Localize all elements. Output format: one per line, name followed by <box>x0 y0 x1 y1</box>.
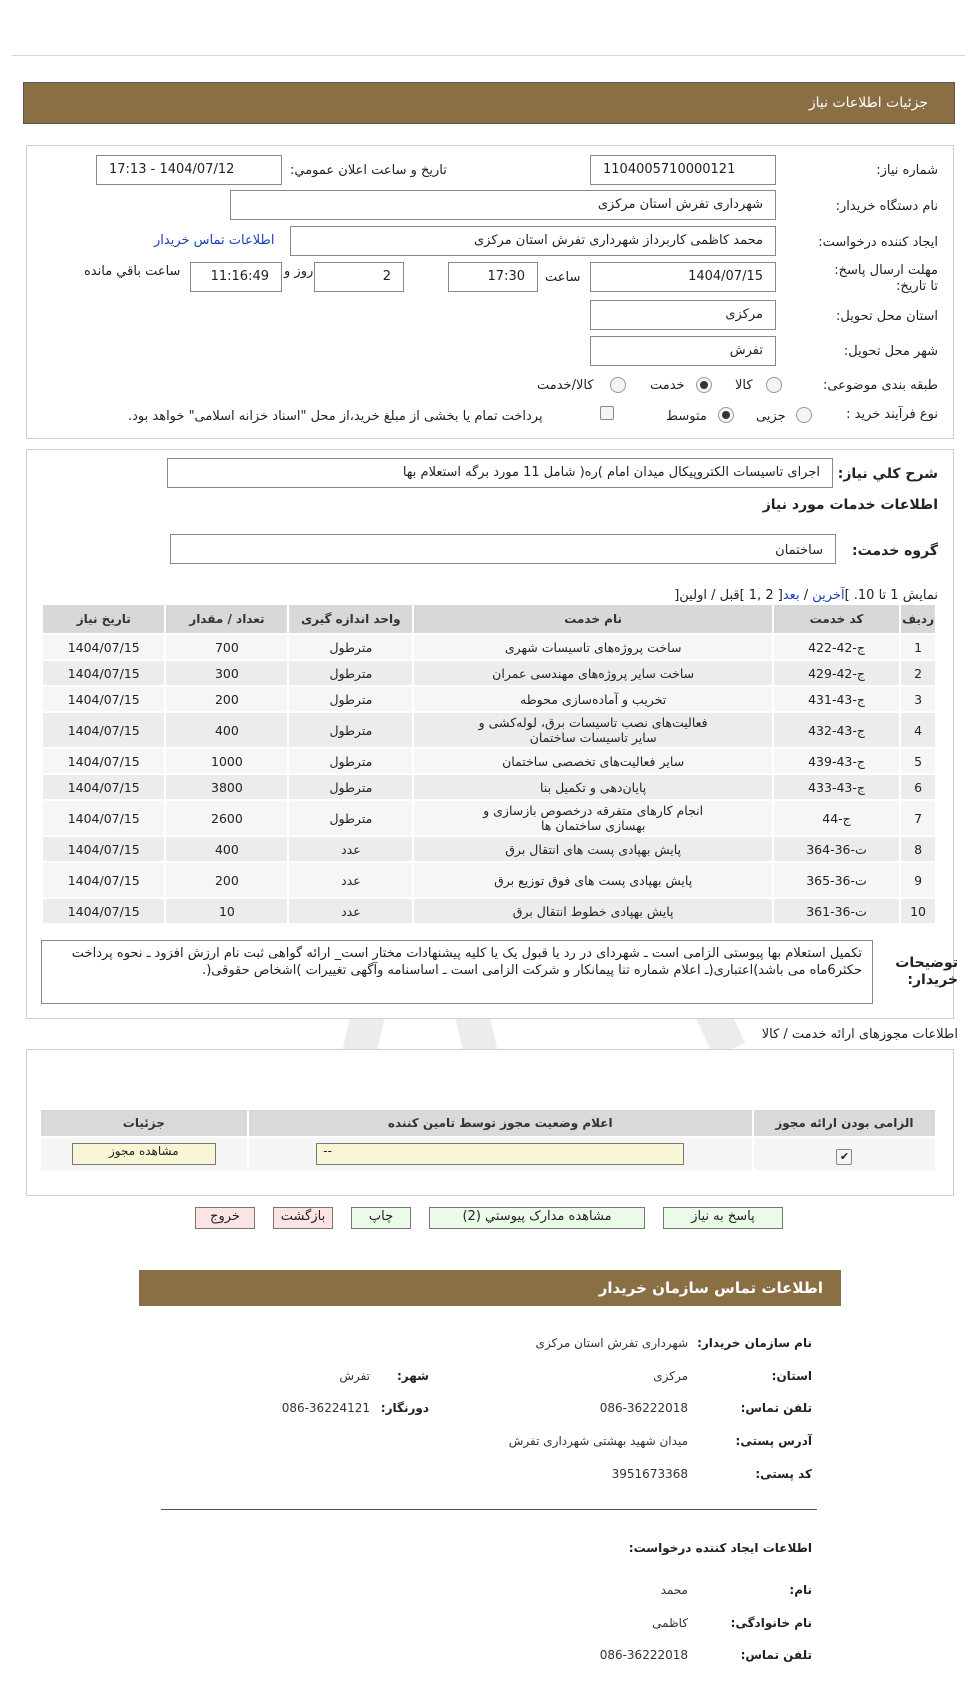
process-label: نوع فرآیند خرید : <box>846 407 938 422</box>
table-cell: 1404/07/15 <box>43 749 164 773</box>
table-cell: پایش بهپادی پست های انتقال برق <box>414 837 772 861</box>
table-cell: ج-42-429 <box>774 661 899 685</box>
city-field: تفرش <box>590 336 776 366</box>
license-details-cell <box>41 1138 247 1170</box>
attachments-button[interactable]: مشاهده مدارک پیوستي (2) <box>429 1207 645 1229</box>
contact-heading-bar <box>139 1270 841 1306</box>
table-cell: ت-36-365 <box>774 863 899 897</box>
contact-address-value: میدان شهید بهشتی شهرداری تفرش <box>508 1434 688 1448</box>
top-divider <box>12 55 965 56</box>
table-row <box>43 863 935 897</box>
services-table <box>41 603 937 925</box>
license-details-header: جزئیات <box>41 1110 247 1136</box>
table-cell: مترطول <box>289 801 412 835</box>
exit-button[interactable]: خروج <box>195 1207 255 1229</box>
table-cell: عدد <box>289 837 412 861</box>
table-cell: 400 <box>166 837 287 861</box>
license-required-cell <box>754 1138 935 1170</box>
table-cell: مترطول <box>289 687 412 711</box>
table-cell: 10 <box>901 899 935 923</box>
print-button[interactable]: چاپ <box>351 1207 411 1229</box>
table-cell: 1000 <box>166 749 287 773</box>
creator-phone-value: 086-36222018 <box>599 1648 688 1662</box>
license-status-field[interactable]: -- <box>316 1143 684 1165</box>
table-cell: مترطول <box>289 635 412 659</box>
table-cell: فعالیت‌های نصب تاسیسات برق، لوله‌کشی و سایر تاسیسات ساختمان <box>414 713 772 747</box>
table-row <box>43 687 935 711</box>
table-cell: 7 <box>901 801 935 835</box>
process-radio-minor[interactable] <box>796 407 812 427</box>
license-status-header: اعلام وضعیت مجوز توسط تامین کننده <box>249 1110 752 1136</box>
table-cell: 6 <box>901 775 935 799</box>
table-cell: ج-43-439 <box>774 749 899 773</box>
table-cell: ج-44 <box>774 801 899 835</box>
contact-org-value: شهرداری تفرش استان مرکزی <box>535 1336 688 1350</box>
deadline-label: مهلت ارسال پاسخ: تا تاريخ: <box>834 263 938 294</box>
contact-fax-label: دورنگار: <box>380 1401 429 1415</box>
table-row <box>43 749 935 773</box>
table-row <box>43 837 935 861</box>
table-cell: 1404/07/15 <box>43 661 164 685</box>
table-cell: مترطول <box>289 749 412 773</box>
table-cell: ت-36-364 <box>774 837 899 861</box>
pagination-last-link[interactable]: آخرین <box>812 588 845 603</box>
table-header-cell: نام خدمت <box>414 605 772 633</box>
buyer-org-field: شهرداری تفرش استان مرکزی <box>230 190 776 220</box>
table-cell: 400 <box>166 713 287 747</box>
category-radio-goods[interactable] <box>766 377 782 397</box>
contact-city-label: شهر: <box>397 1369 429 1383</box>
check-icon: ✔ <box>839 1150 850 1163</box>
category-radio-goods-service[interactable] <box>610 377 626 397</box>
table-cell: 10 <box>166 899 287 923</box>
announce-label: تاریخ و ساعت اعلان عمومي: <box>290 163 447 178</box>
table-row <box>43 775 935 799</box>
service-group-field: ساختمان <box>170 534 836 564</box>
process-medium-label: متوسط <box>666 409 707 424</box>
table-row <box>43 661 935 685</box>
table-row <box>43 635 935 659</box>
table-cell: 1404/07/15 <box>43 837 164 861</box>
page-title: جزئیات اطلاعات نیاز <box>808 95 928 111</box>
contact-city-value: تفرش <box>339 1369 370 1383</box>
table-cell: پایش بهپادی خطوط انتقال برق <box>414 899 772 923</box>
license-required-header: الزامی بودن ارائه مجوز <box>754 1110 935 1136</box>
service-group-label: گروه خدمت: <box>852 543 938 559</box>
table-cell: 700 <box>166 635 287 659</box>
view-license-button[interactable]: مشاهده مجوز <box>72 1143 216 1165</box>
respond-button[interactable]: پاسخ به نیاز <box>663 1207 783 1229</box>
table-cell: سایر فعالیت‌های تخصصی ساختمان <box>414 749 772 773</box>
table-cell: 1404/07/15 <box>43 775 164 799</box>
creator-first-name-value: محمد <box>660 1583 688 1597</box>
table-cell: ساخت پروژه‌های تاسیسات شهری <box>414 635 772 659</box>
table-cell: پایان‌دهی و تکمیل بنا <box>414 775 772 799</box>
creator-label: ايجاد کننده درخواست: <box>818 235 938 250</box>
table-cell: ج-43-431 <box>774 687 899 711</box>
pagination-pages: [ 2 ,1 ]قبل / اولین[ <box>674 588 783 603</box>
category-goods-label: کالا <box>735 378 753 393</box>
table-cell: ج-43-432 <box>774 713 899 747</box>
province-field: مرکزی <box>590 300 776 330</box>
table-cell: عدد <box>289 863 412 897</box>
category-label: طبقه بندی موضوعی: <box>822 378 938 393</box>
table-row <box>43 801 935 835</box>
table-row <box>43 713 935 747</box>
table-cell: 3 <box>901 687 935 711</box>
contact-postal-label: کد پستی: <box>755 1467 812 1481</box>
contact-postal-value: 3951673368 <box>611 1467 688 1481</box>
table-header-cell: تاريخ نياز <box>43 605 164 633</box>
table-cell: ت-36-361 <box>774 899 899 923</box>
pagination <box>674 588 938 603</box>
creator-last-name-label: نام خانوادگی: <box>730 1616 812 1630</box>
contact-divider <box>161 1509 817 1510</box>
deadline-time-field: 17:30 <box>448 262 538 292</box>
licenses-table <box>39 1108 937 1172</box>
table-cell: 4 <box>901 713 935 747</box>
page-title-bar <box>23 82 955 124</box>
contact-phone-label: تلفن تماس: <box>740 1401 812 1415</box>
province-label: استان محل تحویل: <box>836 309 938 324</box>
table-cell: 1 <box>901 635 935 659</box>
remaining-label: ساعت باقي مانده <box>84 264 181 279</box>
table-cell: 5 <box>901 749 935 773</box>
table-cell: 300 <box>166 661 287 685</box>
table-cell: 1404/07/15 <box>43 713 164 747</box>
category-service-label: خدمت <box>650 378 685 393</box>
licenses-table-wrap <box>39 1108 937 1172</box>
table-header-cell: رديف <box>901 605 935 633</box>
pagination-next-link[interactable]: بعد <box>782 588 800 603</box>
table-cell: عدد <box>289 899 412 923</box>
contact-org-label: نام سازمان خريدار: <box>697 1336 812 1350</box>
buyer-org-label: نام دستگاه خريدار: <box>835 199 938 214</box>
table-cell: مترطول <box>289 775 412 799</box>
desc-label: شرح کلي نياز: <box>837 466 938 482</box>
creator-field: محمد کاظمی کاربرداز شهرداری تفرش استان مرکزی <box>290 226 776 256</box>
process-radio-medium[interactable] <box>718 407 734 427</box>
table-cell: پایش بهپادی پست های فوق توزیع برق <box>414 863 772 897</box>
need-number-field: 1104005710000121 <box>590 155 776 185</box>
days-label: روز و <box>284 264 314 279</box>
remaining-time-field: 11:16:49 <box>190 262 282 292</box>
table-header-cell: واحد اندازه گيری <box>289 605 412 633</box>
table-cell: 1404/07/15 <box>43 687 164 711</box>
contact-province-value: مرکزی <box>653 1369 688 1383</box>
table-cell: 8 <box>901 837 935 861</box>
table-cell: 1404/07/15 <box>43 899 164 923</box>
city-label: شهر محل تحویل: <box>843 344 938 359</box>
process-minor-label: جزیی <box>756 409 786 424</box>
table-cell: 1404/07/15 <box>43 635 164 659</box>
treasury-note: پرداخت تمام یا بخشی از مبلغ خرید،از محل "اسناد خزانه اسلامی" خواهد بود. <box>128 409 543 424</box>
category-radio-service[interactable] <box>696 377 712 397</box>
services-table-wrap <box>41 603 937 925</box>
desc-field: اجرای تاسیسات الکتروپیکال میدان امام )ره( شامل 11 مورد برگه استعلام بها <box>167 458 833 488</box>
table-cell: 1404/07/15 <box>43 801 164 835</box>
table-row <box>43 899 935 923</box>
table-cell: 200 <box>166 687 287 711</box>
contact-phone-value: 086-36222018 <box>599 1401 688 1415</box>
need-number-label: شماره نیاز: <box>876 163 938 178</box>
buyer-contact-link[interactable]: اطلاعات تماس خریدار <box>154 233 275 248</box>
pagination-prefix: نمایش 1 تا 10. ] <box>844 588 938 603</box>
table-header-cell: کد خدمت <box>774 605 899 633</box>
table-cell: مترطول <box>289 661 412 685</box>
treasury-checkbox[interactable] <box>600 406 614 420</box>
table-cell: 1404/07/15 <box>43 863 164 897</box>
notes-label: توضيحات خريدار: <box>895 955 958 988</box>
table-header-cell: تعداد / مقدار <box>166 605 287 633</box>
creator-last-name-value: کاظمی <box>652 1616 688 1630</box>
table-cell: تخریب و آماده‌سازی محوطه <box>414 687 772 711</box>
deadline-date-field: 1404/07/15 <box>590 262 776 292</box>
table-cell: 3800 <box>166 775 287 799</box>
contact-address-label: آدرس پستی: <box>735 1434 812 1448</box>
time-label: ساعت <box>545 270 581 285</box>
creator-info-heading: اطلاعات ایجاد کننده درخواست: <box>628 1541 812 1555</box>
contact-fax-value: 086-36224121 <box>281 1401 370 1415</box>
license-status-cell <box>249 1138 752 1170</box>
license-required-checkbox[interactable] <box>836 1149 852 1165</box>
table-cell: ج-42-422 <box>774 635 899 659</box>
table-cell: ج-43-433 <box>774 775 899 799</box>
services-heading: اطلاعات خدمات مورد نياز <box>762 497 938 513</box>
creator-phone-label: تلفن تماس: <box>740 1648 812 1662</box>
table-cell: 9 <box>901 863 935 897</box>
table-cell: 2600 <box>166 801 287 835</box>
days-field: 2 <box>314 262 404 292</box>
table-cell: 200 <box>166 863 287 897</box>
pagination-separator: / <box>799 588 813 603</box>
table-cell: ساخت سایر پروژه‌های مهندسی عمران <box>414 661 772 685</box>
creator-first-name-label: نام: <box>789 1583 812 1597</box>
back-button[interactable]: بازگشت <box>273 1207 333 1229</box>
table-cell: مترطول <box>289 713 412 747</box>
licenses-title: اطلاعات مجوزهای ارائه خدمت / کالا <box>761 1027 958 1042</box>
table-cell: انجام کارهای متفرقه درخصوص بازسازی و بهسازی ساختمان ها <box>414 801 772 835</box>
contact-heading: اطلاعات تماس سازمان خريدار <box>598 1279 823 1297</box>
table-cell: 2 <box>901 661 935 685</box>
contact-province-label: استان: <box>771 1369 812 1383</box>
notes-field: تکمیل استعلام بها پیوستی الزامی است ـ شهردای در رد یا قبول یک یا کلیه پیشنهادات مختار است_ ارائه گواهی ثبت نام ارزش افزود ـ نحوه پرداخت حکثر6ماه می باشد)اعتباری(ـ اعلام شماره تنا پیمانکار و شرکت الزامی است ـ اساسنامه وآگهی تغییرات )اشخاص حقوقی(. <box>41 940 873 1004</box>
category-goods-service-label: کالا/خدمت <box>537 378 594 393</box>
announce-field: 1404/07/12 - 17:13 <box>96 155 282 185</box>
